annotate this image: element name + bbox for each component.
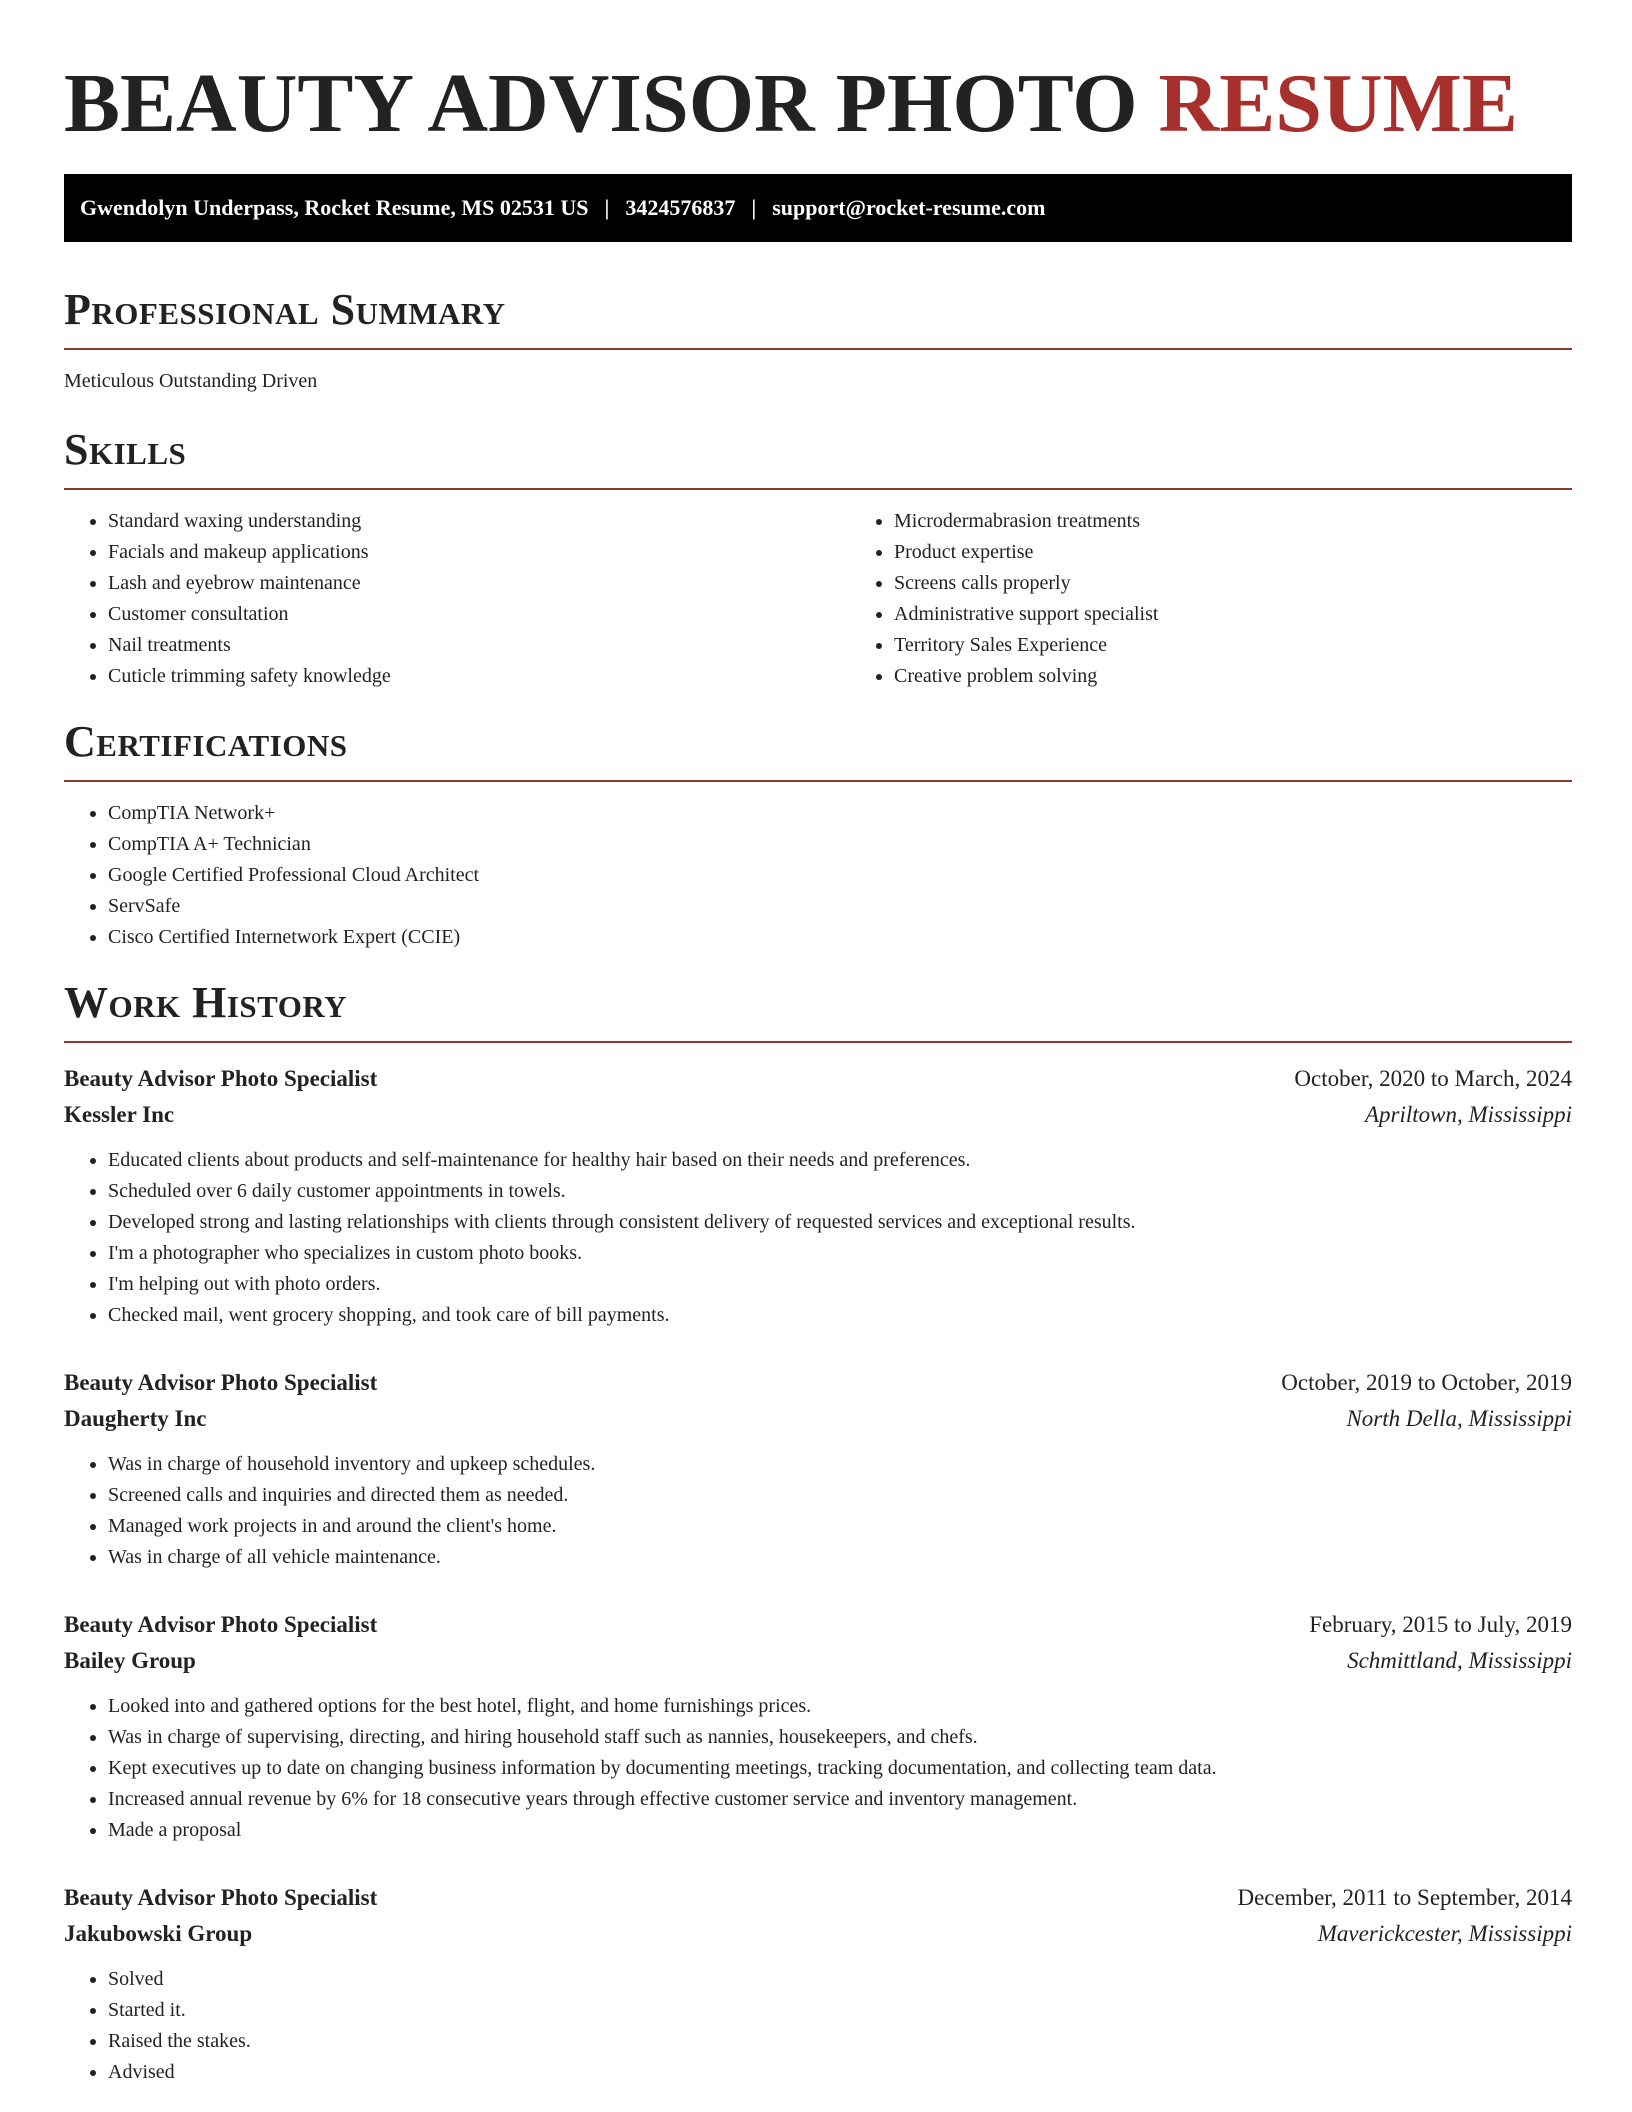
skill-item: • Administrative support specialist	[894, 599, 1632, 630]
job-entry	[64, 1607, 1572, 1846]
job-bullet: • Was in charge of supervising, directing, and hiring household staff such as nannies, housekeepers, and chefs.	[108, 1722, 1572, 1753]
job-bullet: • I'm helping out with photo orders.	[108, 1269, 1572, 1300]
job-entry	[64, 1365, 1572, 1573]
job-location: North Della, Mississippi	[1346, 1406, 1572, 1431]
resume-page	[64, 0, 1572, 2088]
job-company: Bailey Group	[64, 1648, 196, 1673]
certifications-section	[64, 716, 1572, 953]
work-history-section	[64, 977, 1572, 2088]
job-dates: February, 2015 to July, 2019	[1309, 1612, 1572, 1637]
resume-title	[64, 0, 1572, 152]
certification-item: • Cisco Certified Internetwork Expert (CCIE)	[108, 922, 1572, 953]
job-bullet: • Was in charge of household inventory and upkeep schedules.	[108, 1449, 1572, 1480]
job-title: Beauty Advisor Photo Specialist	[64, 1066, 378, 1091]
skill-item: • Nail treatments	[108, 630, 850, 661]
skills-heading: Skills	[64, 425, 187, 474]
job-title: Beauty Advisor Photo Specialist	[64, 1885, 378, 1910]
contact-separator: |	[751, 195, 757, 220]
job-title: Beauty Advisor Photo Specialist	[64, 1370, 378, 1395]
job-location: Maverickcester, Mississippi	[1317, 1921, 1572, 1946]
skill-item: • Product expertise	[894, 537, 1632, 568]
certifications-list	[64, 798, 1572, 953]
job-header	[64, 1061, 1572, 1097]
skill-item: • Screens calls properly	[894, 568, 1632, 599]
job-bullet: • Kept executives up to date on changing business information by documenting meetings, tracking documentation, and collecting team data.	[108, 1753, 1572, 1784]
job-subheader	[64, 1401, 1572, 1437]
job-bullet: • Scheduled over 6 daily customer appointments in towels.	[108, 1176, 1572, 1207]
skill-item: • Standard waxing understanding	[108, 506, 850, 537]
contact-address: Gwendolyn Underpass, Rocket Resume, MS 02531 US	[80, 195, 589, 220]
section-divider	[64, 348, 1572, 350]
job-bullet: • I'm a photographer who specializes in custom photo books.	[108, 1238, 1572, 1269]
job-location: Apriltown, Mississippi	[1364, 1102, 1572, 1127]
certification-item: • CompTIA A+ Technician	[108, 829, 1572, 860]
skills-list-right	[850, 506, 1632, 692]
job-dates: October, 2020 to March, 2024	[1294, 1066, 1572, 1091]
certification-item: • ServSafe	[108, 891, 1572, 922]
skill-item: • Cuticle trimming safety knowledge	[108, 661, 850, 692]
certification-item: • CompTIA Network+	[108, 798, 1572, 829]
job-header	[64, 1365, 1572, 1401]
job-bullet: • Solved	[108, 1964, 1572, 1995]
job-bullet: • Managed work projects in and around the client's home.	[108, 1511, 1572, 1542]
job-bullet: • Made a proposal	[108, 1815, 1572, 1846]
job-bullet: • Looked into and gathered options for the best hotel, flight, and home furnishings prices.	[108, 1691, 1572, 1722]
job-bullet: • Was in charge of all vehicle maintenance.	[108, 1542, 1572, 1573]
job-entry	[64, 1061, 1572, 1331]
job-bullet: • Started it.	[108, 1995, 1572, 2026]
job-company: Daugherty Inc	[64, 1406, 207, 1431]
job-bullet: • Raised the stakes.	[108, 2026, 1572, 2057]
job-dates: December, 2011 to September, 2014	[1237, 1885, 1572, 1910]
certification-item: • Google Certified Professional Cloud Architect	[108, 860, 1572, 891]
job-bullet: • Developed strong and lasting relationships with clients through consistent delivery of requested services and exceptional results.	[108, 1207, 1572, 1238]
job-subheader	[64, 1916, 1572, 1952]
section-divider	[64, 1041, 1572, 1043]
job-dates: October, 2019 to October, 2019	[1281, 1370, 1572, 1395]
skills-list-left	[64, 506, 850, 692]
job-bullets	[64, 1964, 1572, 2088]
job-bullet: • Checked mail, went grocery shopping, and took care of bill payments.	[108, 1300, 1572, 1331]
certifications-heading: Certifications	[64, 717, 348, 766]
job-company: Kessler Inc	[64, 1102, 175, 1127]
skills-section	[64, 424, 1572, 692]
job-company: Jakubowski Group	[64, 1921, 253, 1946]
skills-grid	[64, 490, 1572, 692]
summary-text: Meticulous Outstanding Driven	[64, 370, 318, 392]
job-header	[64, 1607, 1572, 1643]
job-entry	[64, 1880, 1572, 2088]
resume-title-main: BEAUTY ADVISOR PHOTO	[64, 57, 1138, 150]
skill-item: • Customer consultation	[108, 599, 850, 630]
job-subheader	[64, 1643, 1572, 1679]
job-bullet: • Advised	[108, 2057, 1572, 2088]
job-title: Beauty Advisor Photo Specialist	[64, 1612, 378, 1637]
contact-phone: 3424576837	[625, 195, 736, 220]
skill-item: • Lash and eyebrow maintenance	[108, 568, 850, 599]
job-bullets	[64, 1691, 1572, 1846]
job-bullet: • Increased annual revenue by 6% for 18 consecutive years through effective customer service and inventory management.	[108, 1784, 1572, 1815]
skill-item: • Territory Sales Experience	[894, 630, 1632, 661]
contact-separator: |	[604, 195, 610, 220]
work-history-heading: Work History	[64, 978, 348, 1027]
job-subheader	[64, 1097, 1572, 1133]
contact-email[interactable]: support@rocket-resume.com	[772, 195, 1046, 220]
job-header	[64, 1880, 1572, 1916]
section-divider	[64, 780, 1572, 782]
summary-heading: Professional Summary	[64, 285, 506, 334]
skill-item: • Microdermabrasion treatments	[894, 506, 1632, 537]
contact-bar	[64, 174, 1572, 242]
job-bullet: • Screened calls and inquiries and directed them as needed.	[108, 1480, 1572, 1511]
job-location: Schmittland, Mississippi	[1347, 1648, 1572, 1673]
skill-item: • Facials and makeup applications	[108, 537, 850, 568]
job-bullets	[64, 1145, 1572, 1331]
skill-item: • Creative problem solving	[894, 661, 1632, 692]
resume-title-accent: RESUME	[1158, 57, 1518, 150]
job-bullet: • Educated clients about products and self-maintenance for healthy hair based on their needs and preferences.	[108, 1145, 1572, 1176]
job-bullets	[64, 1449, 1572, 1573]
summary-section	[64, 284, 1572, 396]
